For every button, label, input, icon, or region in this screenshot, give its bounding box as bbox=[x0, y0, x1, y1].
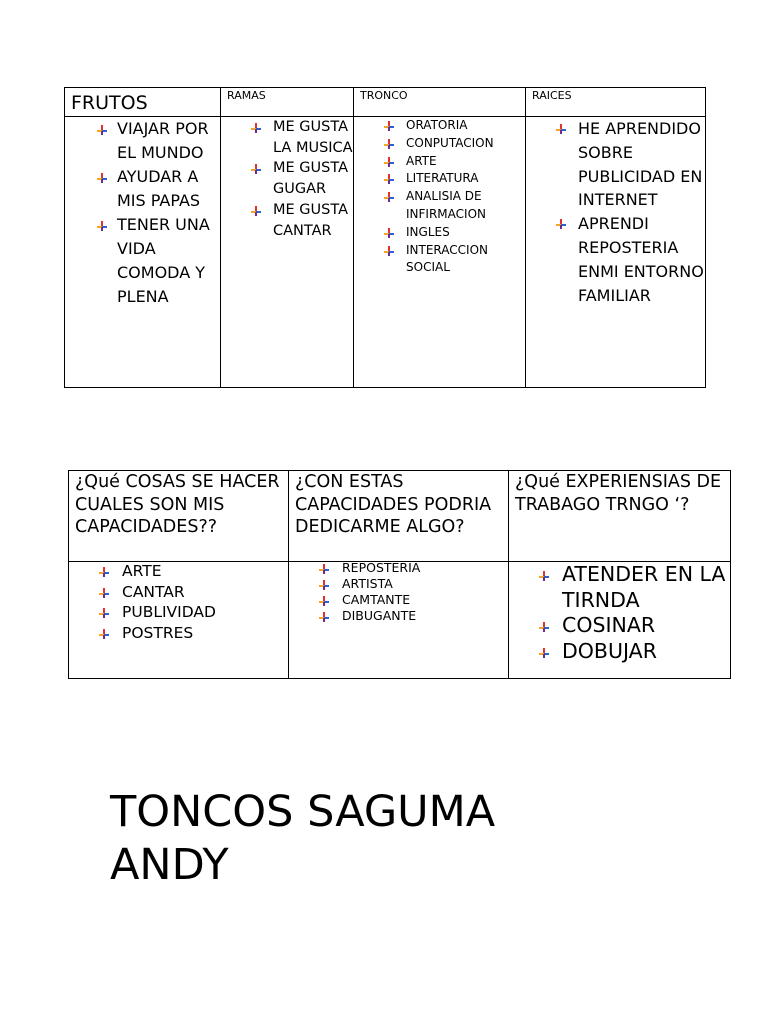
list-item bbox=[354, 135, 525, 153]
question-dedicarme: ¿CON ESTAS CAPACIDADES PODRIA DEDICARME ALGO? bbox=[289, 471, 509, 562]
question-capacidades: ¿Qué COSAS SE HACER CUALES SON MIS CAPACIDADES?? bbox=[69, 471, 289, 562]
arrow-bullet-icon bbox=[384, 174, 394, 184]
list-item-text: ARTE bbox=[406, 153, 437, 168]
list-item bbox=[69, 582, 288, 603]
arrow-bullet-icon bbox=[556, 124, 566, 134]
list-item bbox=[526, 117, 705, 212]
arrow-bullet-icon bbox=[251, 206, 261, 216]
list-item bbox=[289, 576, 508, 592]
arrow-bullet-icon bbox=[384, 157, 394, 167]
list-item bbox=[65, 165, 220, 213]
capacidades-cell bbox=[69, 562, 289, 679]
ramas-cell bbox=[221, 117, 354, 388]
arrow-bullet-icon bbox=[251, 123, 261, 133]
list-item bbox=[221, 117, 353, 158]
capacities-table bbox=[68, 470, 731, 679]
arrow-bullet-icon bbox=[539, 622, 549, 632]
list-item-text: TENER UNA VIDA COMODA Y PLENA bbox=[117, 215, 210, 306]
list-item-text: PUBLIVIDAD bbox=[122, 603, 216, 621]
list-item-text: CONPUTACION bbox=[406, 135, 494, 150]
arrow-bullet-icon bbox=[99, 629, 109, 639]
list-item bbox=[289, 560, 508, 576]
list-item bbox=[221, 158, 353, 199]
arrow-bullet-icon bbox=[97, 125, 107, 135]
question-experiencias: ¿Qué EXPERIENSIAS DE TRABAGO TRNGO ‘? bbox=[509, 471, 731, 562]
list-item-text: ATENDER EN LA TIRNDA bbox=[562, 562, 726, 612]
list-item-text: ME GUSTA LA MUSICA bbox=[273, 119, 353, 156]
list-item-text: ANALISIA DE INFIRMACION bbox=[406, 189, 486, 221]
list-item bbox=[69, 623, 288, 644]
list-item-text: POSTRES bbox=[122, 623, 194, 642]
arrow-bullet-icon bbox=[99, 567, 109, 577]
list-item-text: ARTISTA bbox=[342, 576, 393, 591]
arrow-bullet-icon bbox=[384, 246, 394, 256]
list-item-text: REPOSTERIA bbox=[342, 560, 421, 575]
list-item bbox=[289, 608, 508, 624]
raices-cell bbox=[526, 117, 706, 388]
capacidades-list bbox=[69, 561, 288, 643]
list-item-text: ME GUSTA CANTAR bbox=[273, 201, 348, 239]
experiencias-list bbox=[509, 562, 730, 664]
list-item bbox=[509, 613, 730, 639]
list-item bbox=[354, 117, 525, 135]
list-item bbox=[221, 200, 353, 241]
list-item-text: ORATORIA bbox=[406, 118, 468, 132]
raices-list bbox=[526, 117, 705, 307]
arrow-bullet-icon bbox=[319, 612, 329, 622]
list-item bbox=[65, 117, 220, 165]
list-item-text: COSINAR bbox=[562, 613, 656, 637]
student-name: TONCOS SAGUMA ANDY bbox=[110, 787, 496, 890]
list-item bbox=[509, 562, 730, 613]
list-item-text: AYUDAR A MIS PAPAS bbox=[117, 167, 201, 210]
list-item bbox=[354, 188, 525, 224]
frutos-cell bbox=[65, 117, 221, 388]
arrow-bullet-icon bbox=[384, 228, 394, 238]
list-item-text: HE APRENDIDO SOBRE PUBLICIDAD EN INTERNET bbox=[578, 119, 703, 210]
list-item bbox=[526, 212, 705, 307]
list-item-text: DIBUGANTE bbox=[342, 608, 417, 623]
list-item bbox=[354, 153, 525, 171]
list-item-text: ARTE bbox=[122, 562, 162, 580]
header-tronco: TRONCO bbox=[354, 88, 526, 117]
dedicarme-list bbox=[289, 560, 508, 624]
list-item bbox=[354, 224, 525, 242]
tronco-cell bbox=[354, 117, 526, 388]
arrow-bullet-icon bbox=[384, 192, 394, 202]
arrow-bullet-icon bbox=[539, 571, 549, 581]
list-item bbox=[69, 602, 288, 623]
arrow-bullet-icon bbox=[97, 221, 107, 231]
arrow-bullet-icon bbox=[384, 139, 394, 149]
list-item-text: APRENDI REPOSTERIA ENMI ENTORNO FAMILIAR bbox=[578, 214, 704, 305]
header-ramas: RAMAS bbox=[221, 88, 354, 117]
list-item-text: CAMTANTE bbox=[342, 592, 411, 607]
list-item-text: CANTAR bbox=[122, 582, 185, 601]
list-item bbox=[509, 639, 730, 665]
arrow-bullet-icon bbox=[384, 121, 394, 131]
header-frutos: FRUTOS bbox=[65, 88, 221, 117]
arrow-bullet-icon bbox=[319, 564, 329, 574]
experiencias-cell bbox=[509, 562, 731, 679]
arrow-bullet-icon bbox=[319, 596, 329, 606]
frutos-list bbox=[65, 117, 220, 309]
ramas-list bbox=[221, 117, 353, 241]
list-item bbox=[354, 170, 525, 188]
list-item bbox=[69, 561, 288, 582]
arrow-bullet-icon bbox=[99, 588, 109, 598]
dedicarme-cell bbox=[289, 562, 509, 679]
tronco-list bbox=[354, 117, 525, 277]
arrow-bullet-icon bbox=[539, 648, 549, 658]
list-item-text: INTERACCION SOCIAL bbox=[406, 242, 488, 275]
tree-table bbox=[64, 87, 706, 388]
list-item-text: ME GUSTA GUGAR bbox=[273, 160, 348, 198]
list-item-text: LITERATURA bbox=[406, 171, 479, 186]
arrow-bullet-icon bbox=[99, 608, 109, 618]
arrow-bullet-icon bbox=[251, 164, 261, 174]
arrow-bullet-icon bbox=[97, 173, 107, 183]
list-item-text: DOBUJAR bbox=[562, 638, 657, 663]
list-item-text: VIAJAR POR EL MUNDO bbox=[117, 119, 209, 162]
list-item-text: INGLES bbox=[406, 224, 450, 239]
list-item bbox=[354, 242, 525, 278]
arrow-bullet-icon bbox=[319, 580, 329, 590]
header-raices: RAICES bbox=[526, 88, 706, 117]
list-item bbox=[65, 213, 220, 309]
list-item bbox=[289, 592, 508, 608]
arrow-bullet-icon bbox=[556, 219, 566, 229]
